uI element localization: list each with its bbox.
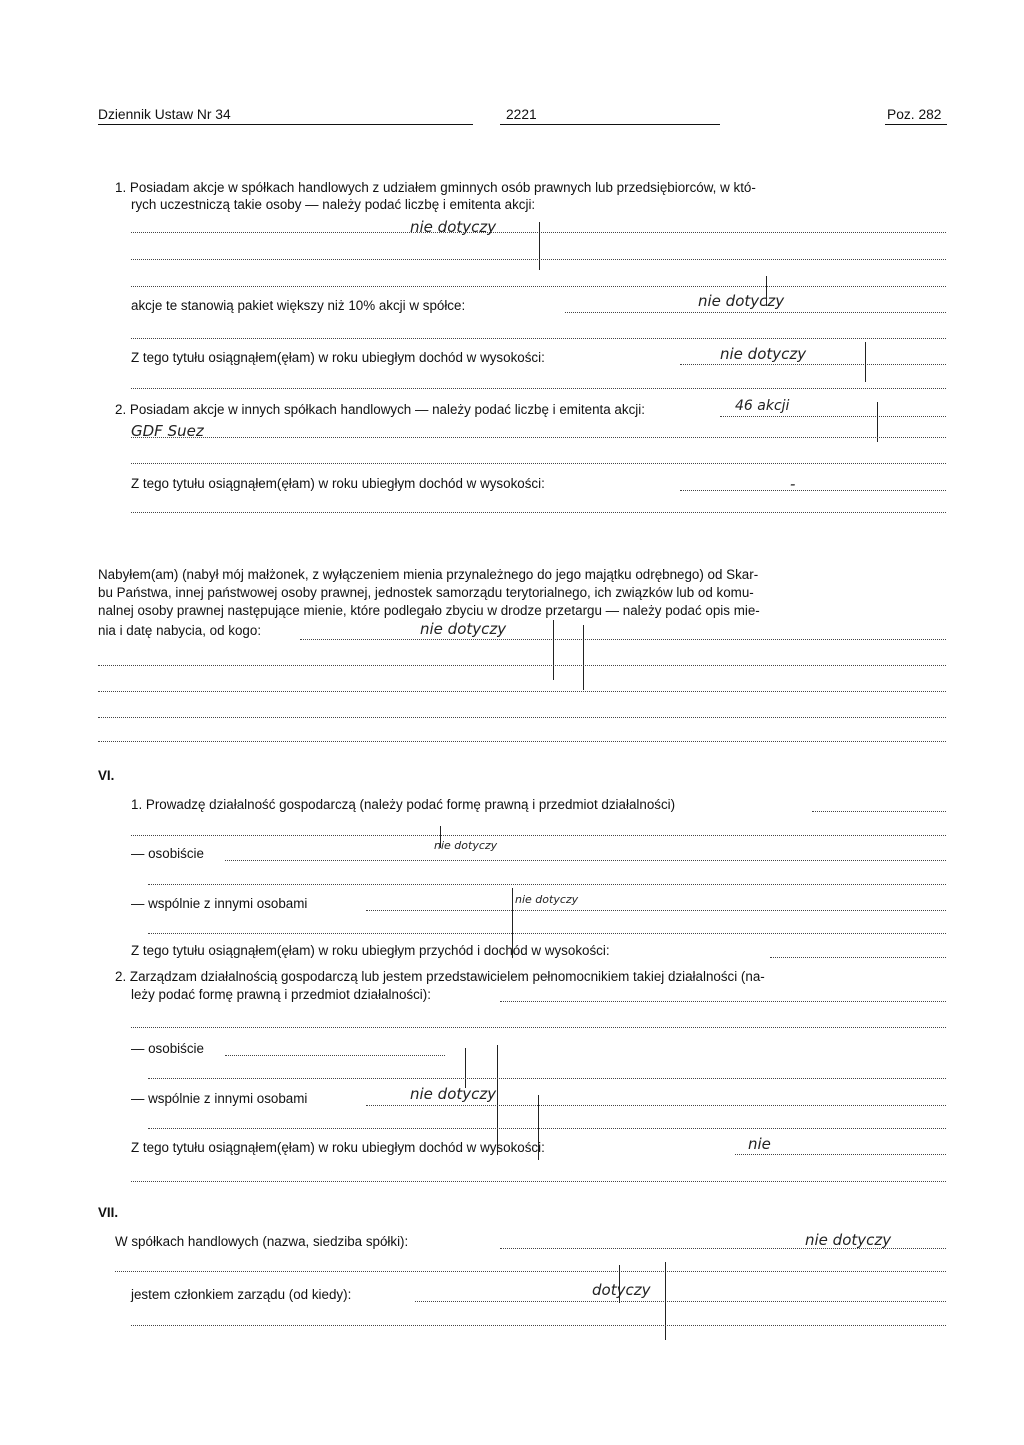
section-vi-title: VI. — [98, 768, 115, 783]
handwritten-answer: nie dotyczy — [410, 218, 497, 236]
answer-line — [131, 437, 946, 438]
answer-line — [98, 665, 946, 666]
header-rule-left — [98, 124, 473, 125]
section-vii-title: VII. — [98, 1205, 119, 1220]
answer-line — [148, 933, 946, 934]
vi-item2-line1: 2. Zarządzam działalnością gospodarczą lub jestem przedstawicielem pełnomocnikiem takiej działalności (na- — [115, 969, 765, 984]
vi-item1-label: 1. Prowadzę działalność gospodarczą (należy podać formę prawną i przedmiot działalności) — [131, 797, 676, 812]
answer-line — [500, 1001, 946, 1002]
answer-line — [131, 388, 946, 389]
answer-line — [225, 860, 946, 861]
handwritten-answer: nie dotyczy — [420, 620, 507, 638]
answer-line — [366, 910, 946, 911]
answer-line — [148, 1128, 946, 1129]
answer-line — [131, 1325, 946, 1326]
handwritten-answer: nie dotyczy — [434, 839, 498, 852]
answer-line — [812, 811, 946, 812]
answer-line — [565, 312, 946, 313]
item1-text-line1: 1. Posiadam akcje w spółkach handlowych z udziałem gminnych osób prawnych lub przedsiębiorców, w któ- — [115, 180, 756, 195]
answer-line — [115, 1271, 946, 1272]
header-rule-mid — [500, 124, 720, 125]
handwritten-answer: nie dotyczy — [698, 292, 785, 310]
answer-line — [680, 364, 946, 365]
item1-income-label: Z tego tytułu osiągnąłem(ęłam) w roku ubiegłym dochód w wysokości: — [131, 350, 545, 365]
answer-line — [131, 835, 946, 836]
item2-income-label: Z tego tytułu osiągnąłem(ęłam) w roku ubiegłym dochód w wysokości: — [131, 476, 545, 491]
strike-line — [877, 402, 878, 442]
vi-item2-income-label: Z tego tytułu osiągnąłem(ęłam) w roku ubiegłym dochód w wysokości: — [131, 1140, 545, 1155]
journal-title: Dziennik Ustaw Nr 34 — [98, 107, 231, 122]
answer-line — [98, 717, 946, 718]
handwritten-answer: dotyczy — [592, 1281, 651, 1299]
header-rule-right — [885, 124, 947, 125]
item1-text-line2: rych uczestniczą takie osoby — należy podać liczbę i emitenta akcji: — [131, 197, 536, 212]
majority-label: akcje te stanowią pakiet większy niż 10% akcji w spółce: — [131, 298, 466, 313]
answer-line — [131, 338, 946, 339]
answer-line — [148, 884, 946, 885]
vi-item2-joint-label: — wspólnie z innymi osobami — [131, 1091, 308, 1106]
answer-line — [148, 1078, 946, 1079]
strike-line — [539, 222, 540, 270]
handwritten-answer: nie dotyczy — [720, 345, 807, 363]
handwritten-answer: nie dotyczy — [805, 1231, 892, 1249]
vi-item2-line2: leży podać formę prawną i przedmiot działalności): — [131, 987, 431, 1002]
answer-line — [366, 1105, 946, 1106]
answer-line — [415, 1301, 946, 1302]
handwritten-answer: nie dotyczy — [515, 893, 579, 906]
vi-item1-income-label: Z tego tytułu osiągnąłem(ęłam) w roku ubiegłym przychód i dochód w wysokości: — [131, 943, 610, 958]
strike-line — [619, 1265, 620, 1303]
handwritten-answer: nie dotyczy — [410, 1085, 497, 1103]
page-number: 2221 — [506, 107, 537, 122]
strike-line — [766, 276, 767, 306]
strike-line — [497, 1045, 498, 1155]
vii-board-label: jestem członkiem zarządu (od kiedy): — [131, 1287, 352, 1302]
answer-line — [680, 490, 946, 491]
acquisition-text-line4: nia i datę nabycia, od kogo: — [98, 623, 262, 638]
answer-line — [300, 639, 946, 640]
strike-line — [553, 620, 554, 680]
acquisition-text-line2: bu Państwa, innej państwowej osoby prawnej, jednostek samorządu terytorialnego, ich związków lub od komu- — [98, 585, 754, 600]
answer-line — [131, 1027, 946, 1028]
vi-joint-label: — wspólnie z innymi osobami — [131, 896, 308, 911]
answer-line — [735, 1154, 946, 1155]
strike-line — [583, 625, 584, 690]
strike-line — [865, 342, 866, 382]
answer-line — [225, 1055, 445, 1056]
handwritten-answer: GDF Suez — [131, 422, 204, 440]
handwritten-answer: nie — [748, 1135, 771, 1153]
answer-line — [720, 416, 946, 417]
strike-line — [665, 1262, 666, 1340]
handwritten-answer: - — [790, 475, 796, 493]
acquisition-text-line3: nalnej osoby prawnej następujące mienie, które podlegało zbyciu w drodze przetargu — należy podać opis mie- — [98, 603, 760, 618]
answer-line — [98, 691, 946, 692]
vii-companies-label: W spółkach handlowych (nazwa, siedziba spółki): — [115, 1234, 409, 1249]
answer-line — [131, 259, 946, 260]
vi-item2-personal-label: — osobiście — [131, 1041, 204, 1056]
answer-line — [98, 741, 946, 742]
strike-line — [465, 1048, 466, 1088]
answer-line — [131, 1181, 946, 1182]
handwritten-answer: 46 akcji — [735, 398, 790, 414]
vi-personal-label: — osobiście — [131, 846, 204, 861]
position-number: Poz. 282 — [887, 107, 942, 122]
acquisition-text-line1: Nabyłem(am) (nabył mój małżonek, z wyłączeniem mienia przynależnego do jego majątku odrębnego) od Skar- — [98, 567, 759, 582]
item2-label: 2. Posiadam akcje w innych spółkach handlowych — należy podać liczbę i emitenta akcji: — [115, 402, 645, 417]
answer-line — [131, 286, 946, 287]
answer-line — [131, 512, 946, 513]
answer-line — [770, 957, 946, 958]
answer-line — [131, 463, 946, 464]
strike-line — [440, 826, 441, 848]
